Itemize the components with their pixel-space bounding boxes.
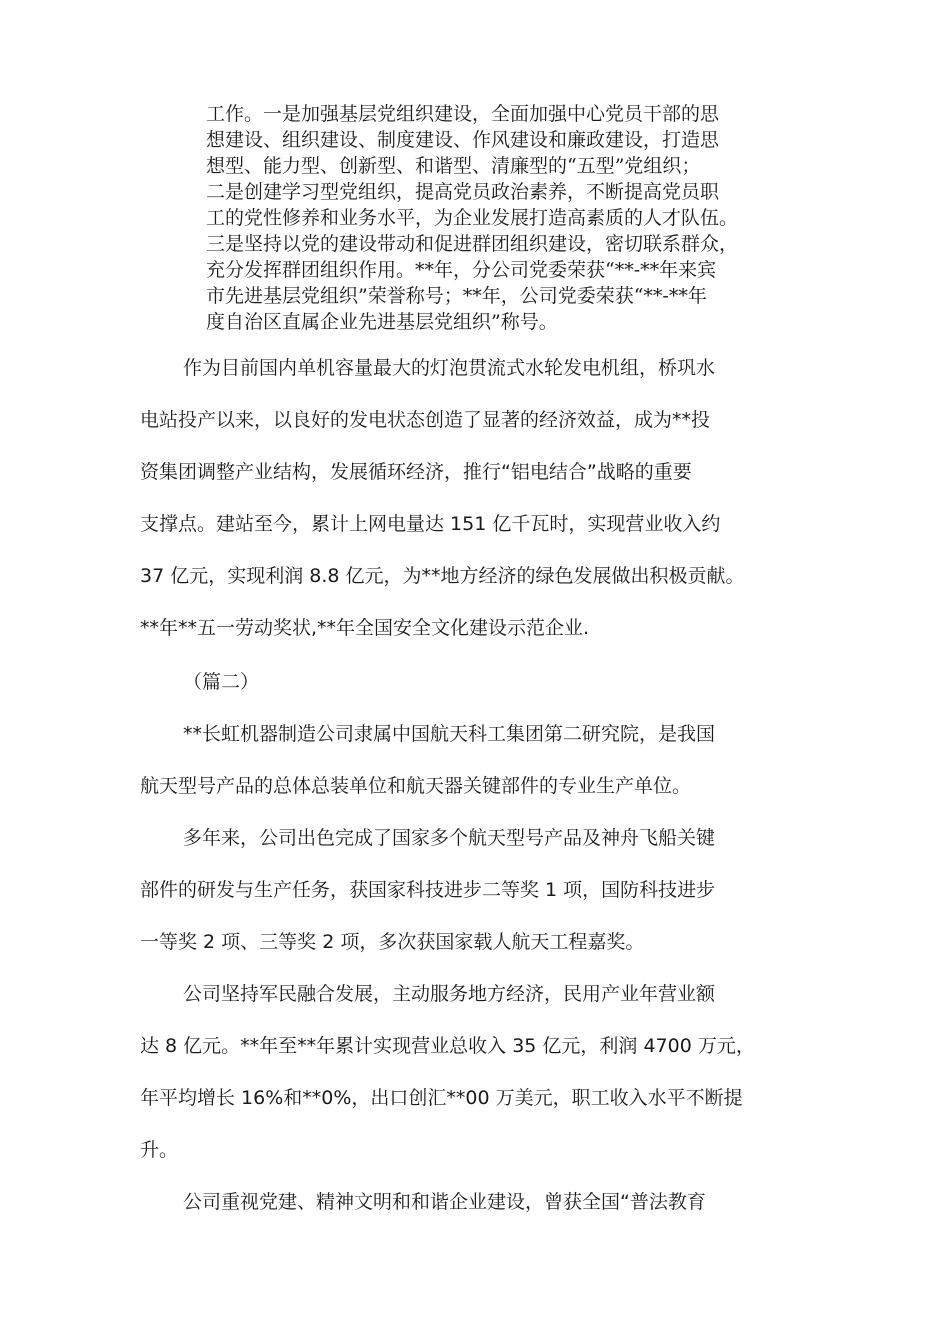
body-line: 作为目前国内单机容量最大的灯泡贯流式水轮发电机组，桥巩水 — [183, 357, 716, 379]
paragraph-line: 想建设、组织建设、制度建设、作风建设和廉政建设，打造思 — [206, 129, 720, 151]
body-line: **年**五一劳动奖状,**年全国安全文化建设示范企业. — [140, 617, 590, 639]
section-heading: （篇二） — [183, 671, 260, 693]
paragraph-line: 二是创建学习型党组织，提高党员政治素养，不断提高党员职 — [206, 181, 720, 203]
paragraph-line: 想型、能力型、创新型、和谐型、清廉型的“五型”党组织； — [206, 155, 701, 177]
paragraph-line: 工作。一是加强基层党组织建设，全面加强中心党员干部的思 — [206, 103, 720, 125]
body-line: 航天型号产品的总体总装单位和航天器关键部件的专业生产单位。 — [140, 775, 692, 797]
body-line: 多年来，公司出色完成了国家多个航天型号产品及神舟飞船关键 — [183, 827, 716, 849]
paragraph-line: 工的党性修养和业务水平，为企业发展打造高素质的人才队伍。 — [206, 207, 739, 229]
paragraph-line: 度自治区直属企业先进基层党组织”称号。 — [206, 311, 558, 333]
paragraph-line: 市先进基层党组织”荣誉称号；**年，公司党委荣获“**-**年 — [206, 285, 707, 307]
body-line: 电站投产以来，以良好的发电状态创造了显著的经济效益，成为**投 — [140, 409, 711, 431]
body-line: 资集团调整产业结构，发展循环经济，推行“铝电结合”战略的重要 — [140, 461, 692, 483]
body-line: 支撑点。建站至今，累计上网电量达 151 亿千瓦时，实现营业收入约 — [140, 513, 721, 535]
body-line: 部件的研发与生产任务，获国家科技进步二等奖 1 项，国防科技进步 — [140, 879, 716, 901]
body-line: 公司重视党建、精神文明和和谐企业建设，曾获全国“普法教育 — [183, 1191, 706, 1213]
body-line: 37 亿元，实现利润 8.8 亿元，为**地方经济的绿色发展做出积极贡献。 — [140, 565, 745, 587]
paragraph-line: 三是坚持以党的建设带动和促进群团组织建设，密切联系群众， — [206, 233, 739, 255]
body-line: 年平均增长 16%和**0%，出口创汇**00 万美元，职工收入水平不断提 — [140, 1087, 743, 1109]
paragraph-line: 充分发挥群团组织作用。**年，分公司党委荣获“**-**年来宾 — [206, 259, 717, 281]
body-line: 升。 — [140, 1139, 179, 1161]
body-line: **长虹机器制造公司隶属中国航天科工集团第二研究院，是我国 — [183, 723, 716, 745]
body-line: 一等奖 2 项、三等奖 2 项，多次获国家载人航天工程嘉奖。 — [140, 931, 645, 953]
indented-paragraph — [206, 101, 826, 335]
body-line: 公司坚持军民融合发展，主动服务地方经济，民用产业年营业额 — [183, 983, 716, 1005]
body-line: 达 8 亿元。**年至**年累计实现营业总收入 35 亿元，利润 4700 万元， — [140, 1035, 755, 1057]
